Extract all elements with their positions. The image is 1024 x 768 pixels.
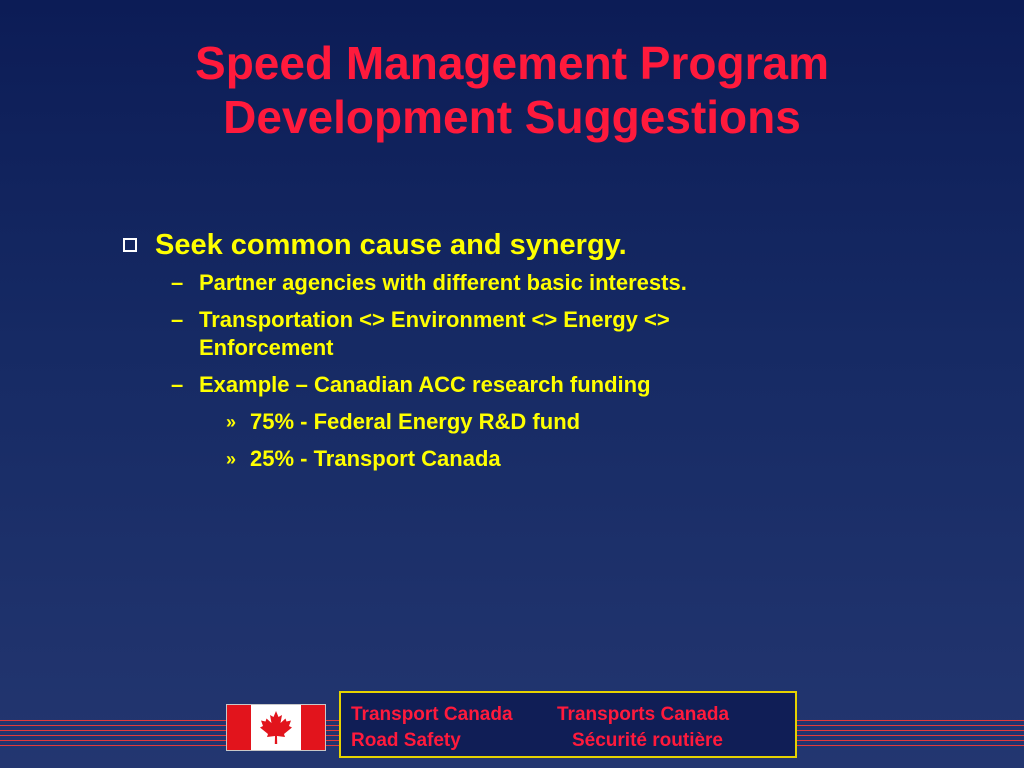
- flag-red-bar-left: [227, 705, 251, 750]
- footer-fr-org: Transports Canada: [557, 704, 730, 725]
- dash-bullet-icon: –: [171, 270, 184, 295]
- bullet-main: [122, 225, 822, 265]
- footer-en-dept: Road Safety: [351, 730, 461, 751]
- sub-sub-bullet-2: [122, 445, 822, 473]
- chevron-bullet-icon: »: [226, 412, 237, 432]
- sub-sub-bullet-2-text: 25% - Transport Canada: [250, 446, 501, 471]
- sub-bullet-3: [122, 371, 822, 399]
- title-line-1: Speed Management Program: [195, 37, 829, 89]
- dash-bullet-icon: –: [171, 372, 184, 397]
- chevron-bullet-icon: »: [226, 449, 237, 469]
- sub-sub-bullet-1: [122, 408, 822, 436]
- sub-bullet-3-text: Example – Canadian ACC research funding: [199, 372, 651, 397]
- sub-bullet-1: [122, 269, 822, 297]
- sub-bullet-1-text: Partner agencies with different basic interests.: [199, 270, 687, 295]
- bullet-main-text: Seek common cause and synergy.: [155, 229, 627, 261]
- sub-sub-bullet-1-text: 75% - Federal Energy R&D fund: [250, 409, 581, 434]
- title-line-2: Development Suggestions: [223, 91, 801, 143]
- flag-red-bar-right: [301, 705, 325, 750]
- footer-fr-dept: Sécurité routière: [572, 730, 723, 751]
- sub-bullet-2-text-line-2: Enforcement: [199, 335, 334, 360]
- bullet-list: [122, 225, 822, 482]
- hollow-square-bullet-icon: [123, 238, 137, 252]
- maple-leaf-icon: [259, 710, 293, 746]
- canada-flag-icon: [226, 704, 326, 751]
- sub-bullet-2-text-line-1: Transportation <> Environment <> Energy <>: [199, 307, 670, 332]
- sub-bullet-2: [122, 306, 822, 362]
- slide-title: [0, 36, 1024, 144]
- footer-signature-box: [339, 691, 797, 758]
- footer-en-org: Transport Canada: [351, 704, 513, 725]
- dash-bullet-icon: –: [171, 307, 184, 332]
